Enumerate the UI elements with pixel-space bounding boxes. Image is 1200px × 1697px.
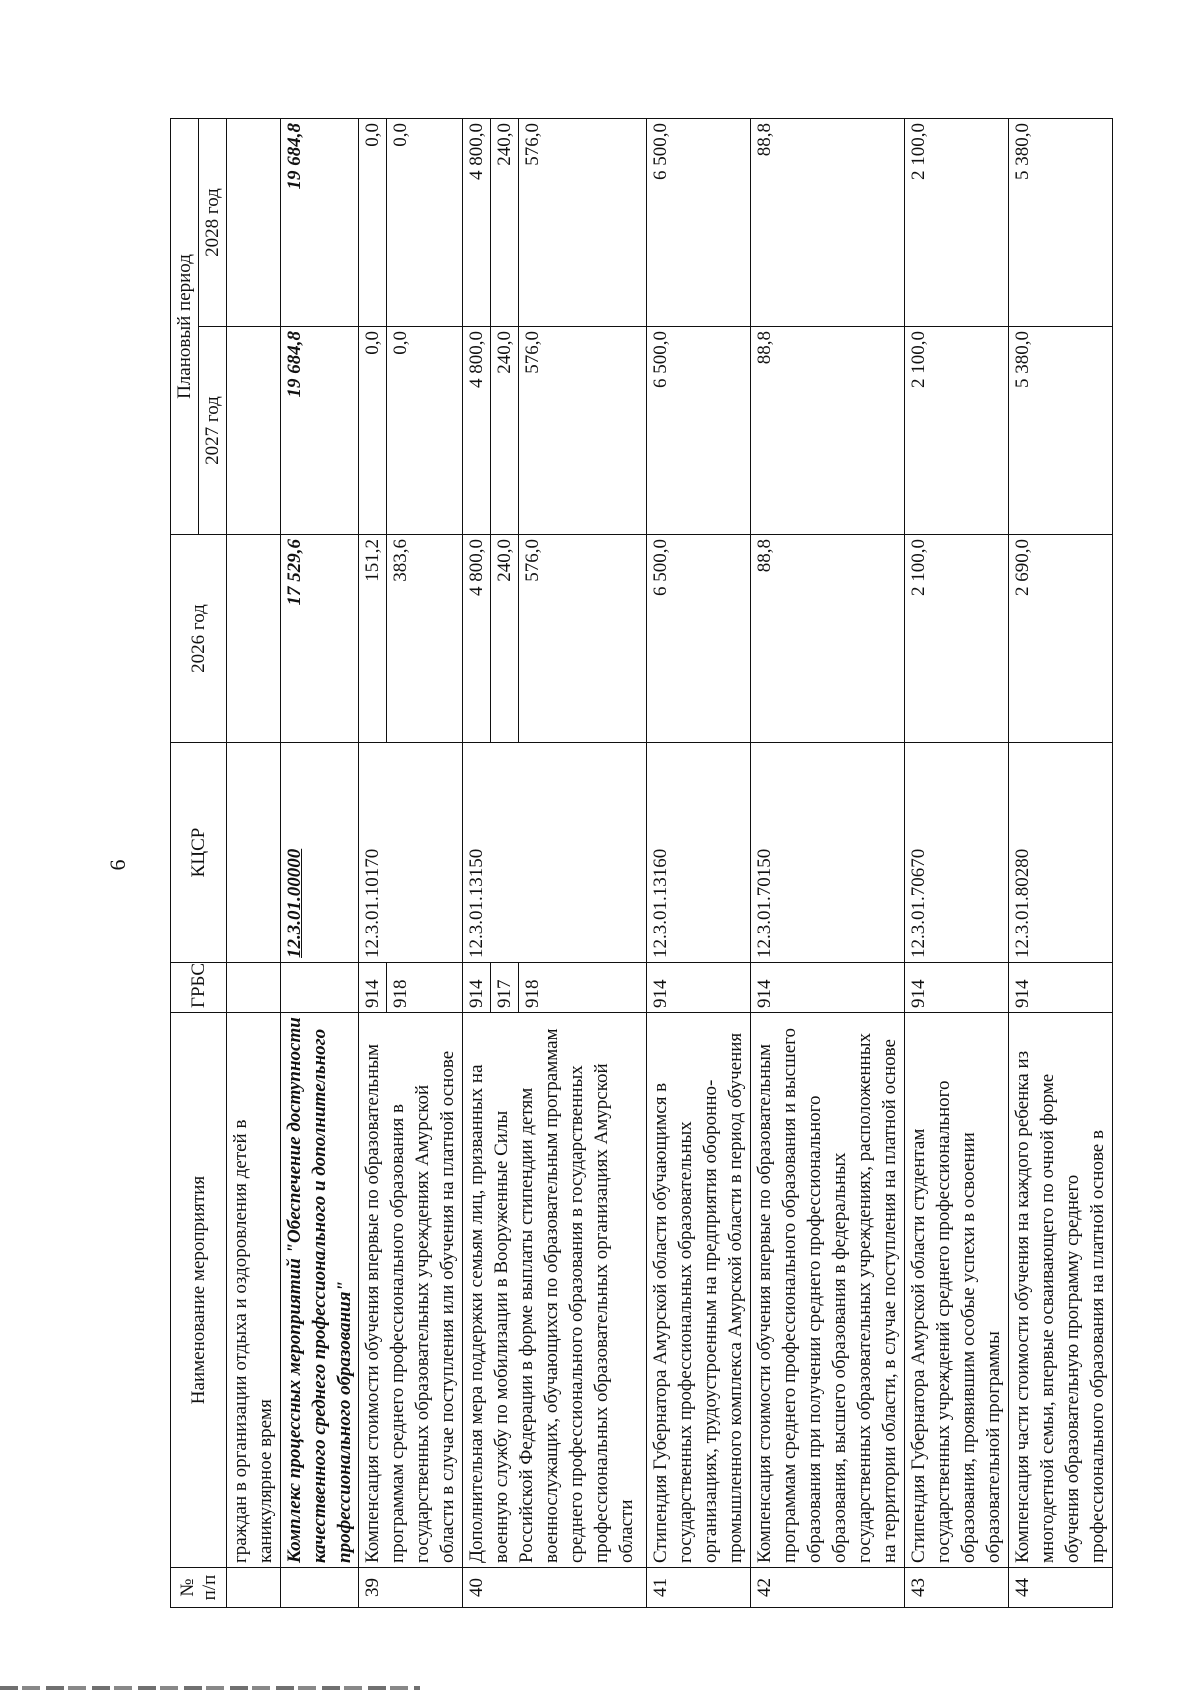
table-row	[359, 118, 387, 1607]
cell-kcsr: 12.3.01.70150	[751, 743, 905, 963]
cell-2026: 2 690,0	[1009, 535, 1113, 743]
header-planning-period: Плановый период	[171, 118, 199, 534]
cell-2026: 17 529,6	[281, 535, 359, 743]
header-2028: 2028 год	[199, 118, 227, 326]
cell-grbs: 918	[519, 963, 647, 1013]
header-name: Наименование мероприятия	[171, 1013, 227, 1568]
cell-name: Компенсация стоимости обучения впервые по образовательным программам среднего профессионального образования и высшего образования при получении среднего профессионального образования, высшего образования в федеральных государственных образовательных учреждениях, расположенных на территории области, в случае поступления на платной основе	[751, 1013, 905, 1568]
cell-kcsr: 12.3.01.00000	[281, 743, 359, 963]
cell-grbs	[227, 963, 281, 1013]
cell-2027: 576,0	[519, 327, 647, 535]
cell-2028: 88,8	[751, 118, 905, 326]
cell-2026: 576,0	[519, 535, 647, 743]
cell-2028: 5 380,0	[1009, 118, 1113, 326]
cell-kcsr: 12.3.01.13160	[647, 743, 751, 963]
rotated-page-content	[170, 118, 1128, 1608]
scan-edge-artifact	[0, 1686, 420, 1690]
cell-2026: 6 500,0	[647, 535, 751, 743]
cell-name: граждан в организации отдыха и оздоровления детей в каникулярное время	[227, 1013, 281, 1568]
table-row	[905, 118, 1009, 1607]
cell-2027: 19 684,8	[281, 327, 359, 535]
cell-name: Компенсация стоимости обучения впервые по образовательным программам среднего профессионального образования в государственных образовательных учреждениях Амурской области в случае поступления или обучения на платной основе	[359, 1013, 463, 1568]
cell-grbs: 914	[905, 963, 1009, 1013]
cell-2028: 0,0	[387, 118, 463, 326]
table-row	[463, 118, 491, 1607]
cell-num: 40	[463, 1568, 647, 1608]
cell-2027: 240,0	[491, 327, 519, 535]
header-grbs: ГРБС	[171, 963, 227, 1013]
cell-2028	[227, 118, 281, 326]
cell-2027: 4 800,0	[463, 327, 491, 535]
cell-kcsr: 12.3.01.80280	[1009, 743, 1113, 963]
header-2026: 2026 год	[171, 535, 227, 743]
cell-kcsr	[227, 743, 281, 963]
cell-2028: 19 684,8	[281, 118, 359, 326]
cell-name: Стипендия Губернатора Амурской области студентам государственных учреждений среднего профессионального образования, проявившим особые успехи в освоении образовательной программы	[905, 1013, 1009, 1568]
cell-grbs: 914	[1009, 963, 1113, 1013]
cell-2026: 240,0	[491, 535, 519, 743]
cell-num	[281, 1568, 359, 1608]
cell-2027: 5 380,0	[1009, 327, 1113, 535]
cell-2026: 2 100,0	[905, 535, 1009, 743]
page-number: 6	[105, 859, 130, 871]
table-row	[751, 118, 905, 1607]
cell-grbs: 918	[387, 963, 463, 1013]
cell-2028: 576,0	[519, 118, 647, 326]
cell-2027: 0,0	[387, 327, 463, 535]
cell-2028: 240,0	[491, 118, 519, 326]
cell-num: 41	[647, 1568, 751, 1608]
cell-2028: 4 800,0	[463, 118, 491, 326]
header-num: № п/п	[171, 1568, 227, 1608]
table-row	[1009, 118, 1113, 1607]
cell-2026: 383,6	[387, 535, 463, 743]
cell-kcsr: 12.3.01.13150	[463, 743, 647, 963]
cell-2027	[227, 327, 281, 535]
cell-grbs: 914	[359, 963, 387, 1013]
cell-grbs: 914	[751, 963, 905, 1013]
budget-table	[170, 118, 1113, 1608]
cell-grbs	[281, 963, 359, 1013]
cell-kcsr: 12.3.01.70670	[905, 743, 1009, 963]
header-kcsr: КЦСР	[171, 743, 227, 963]
cell-num: 42	[751, 1568, 905, 1608]
table-row	[647, 118, 751, 1607]
cell-2028: 2 100,0	[905, 118, 1009, 326]
cell-kcsr: 12.3.01.10170	[359, 743, 463, 963]
cell-num: 44	[1009, 1568, 1113, 1608]
cell-2026: 88,8	[751, 535, 905, 743]
cell-grbs: 914	[647, 963, 751, 1013]
cell-2026	[227, 535, 281, 743]
cell-name: Компенсация части стоимости обучения на каждого ребенка из многодетной семьи, впервые осваивающего по очной форме обучения образовательную программу среднего профессионального образования на платной основе в	[1009, 1013, 1113, 1568]
cell-num: 43	[905, 1568, 1009, 1608]
cell-name: Дополнительная мера поддержки семьям лиц, призванных на военную службу по мобилизации в Вооруженные Силы Российской Федерации в форме выплаты стипендии детям военнослужащих, обучающихся по образовательным программам среднего профессионального образования в государственных профессиональных образовательных организациях Амурской области	[463, 1013, 647, 1568]
cell-grbs: 917	[491, 963, 519, 1013]
cell-2028: 0,0	[359, 118, 387, 326]
cell-name: Стипендия Губернатора Амурской области обучающимся в государственных профессиональных образовательных организациях, трудоустроенным на предприятия оборонно-промышленного комплекса Амурской области в период обучения	[647, 1013, 751, 1568]
cell-2027: 88,8	[751, 327, 905, 535]
cell-num: 39	[359, 1568, 463, 1608]
cell-2027: 6 500,0	[647, 327, 751, 535]
cell-2028: 6 500,0	[647, 118, 751, 326]
cell-2027: 2 100,0	[905, 327, 1009, 535]
table-row-complex	[281, 118, 359, 1607]
cell-2027: 0,0	[359, 327, 387, 535]
header-2027: 2027 год	[199, 327, 227, 535]
cell-num	[227, 1568, 281, 1608]
cell-name: Комплекс процессных мероприятий "Обеспечение доступности качественного среднего профессионального и дополнительного профессионального образования"	[281, 1013, 359, 1568]
cell-2026: 151,2	[359, 535, 387, 743]
table-row	[227, 118, 281, 1607]
cell-grbs: 914	[463, 963, 491, 1013]
cell-2026: 4 800,0	[463, 535, 491, 743]
